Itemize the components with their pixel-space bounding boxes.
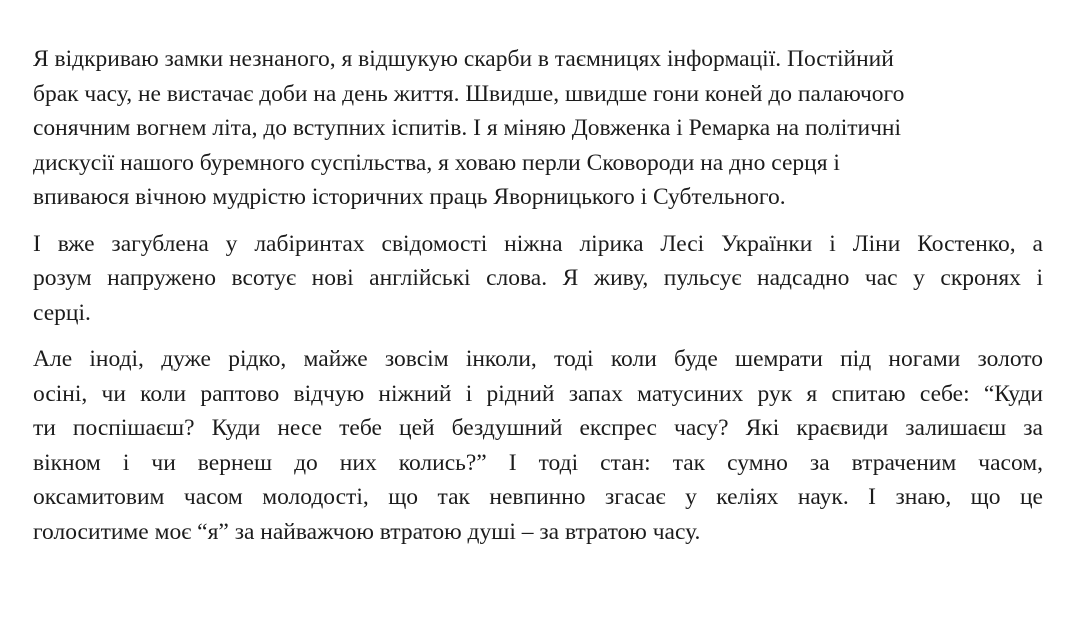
text-line: оксамитовим часом молодості, що так невпинно згасає у келіях наук. І знаю, що це [33, 484, 1043, 510]
paragraph-2 [33, 227, 1043, 331]
text-line: осіні, чи коли раптово відчую ніжний і рідний запах матусиних рук я спитаю себе: “Куди [33, 380, 1043, 407]
text-line: серці. [33, 299, 91, 326]
paragraph-1 [33, 42, 1043, 215]
text-line: розум напружено всотує нові англійські слова. Я живу, пульсує надсадно час у скронях і [33, 265, 1043, 291]
text-line: Я відкриваю замки незнаного, я відшукую скарби в таємницях інформації. Постійний [33, 46, 894, 72]
paragraph-3 [33, 342, 1043, 549]
document-page [33, 42, 1043, 561]
text-line: І вже загублена у лабіринтах свідомості ніжна лірика Лесі Українки і Ліни Костенко, а [33, 230, 1043, 257]
text-line: дискусії нашого буремного суспільства, я ховаю перли Сковороди на дно серця і [33, 149, 840, 176]
text-line: впиваюся вічною мудрістю історичних праць Яворницького і Субтельного. [33, 184, 786, 210]
text-line: ти поспішаєш? Куди несе тебе цей бездушний експрес часу? Які краєвиди залишаєш за [33, 415, 1043, 441]
text-line: сонячним вогнем літа, до вступних іспитів. І я міняю Довженка і Ремарка на політичні [33, 115, 902, 141]
text-line: голоситиме моє “я” за найважчою втратою душі – за втратою часу. [33, 518, 701, 545]
text-line: брак часу, не вистачає доби на день життя. Швидше, швидше гони коней до палаючого [33, 80, 905, 107]
text-line: вікном і чи вернеш до них колись?” І тоді стан: так сумно за втраченим часом, [33, 449, 1043, 476]
text-line: Але іноді, дуже рідко, майже зовсім інколи, тоді коли буде шемрати під ногами золото [33, 346, 1043, 372]
